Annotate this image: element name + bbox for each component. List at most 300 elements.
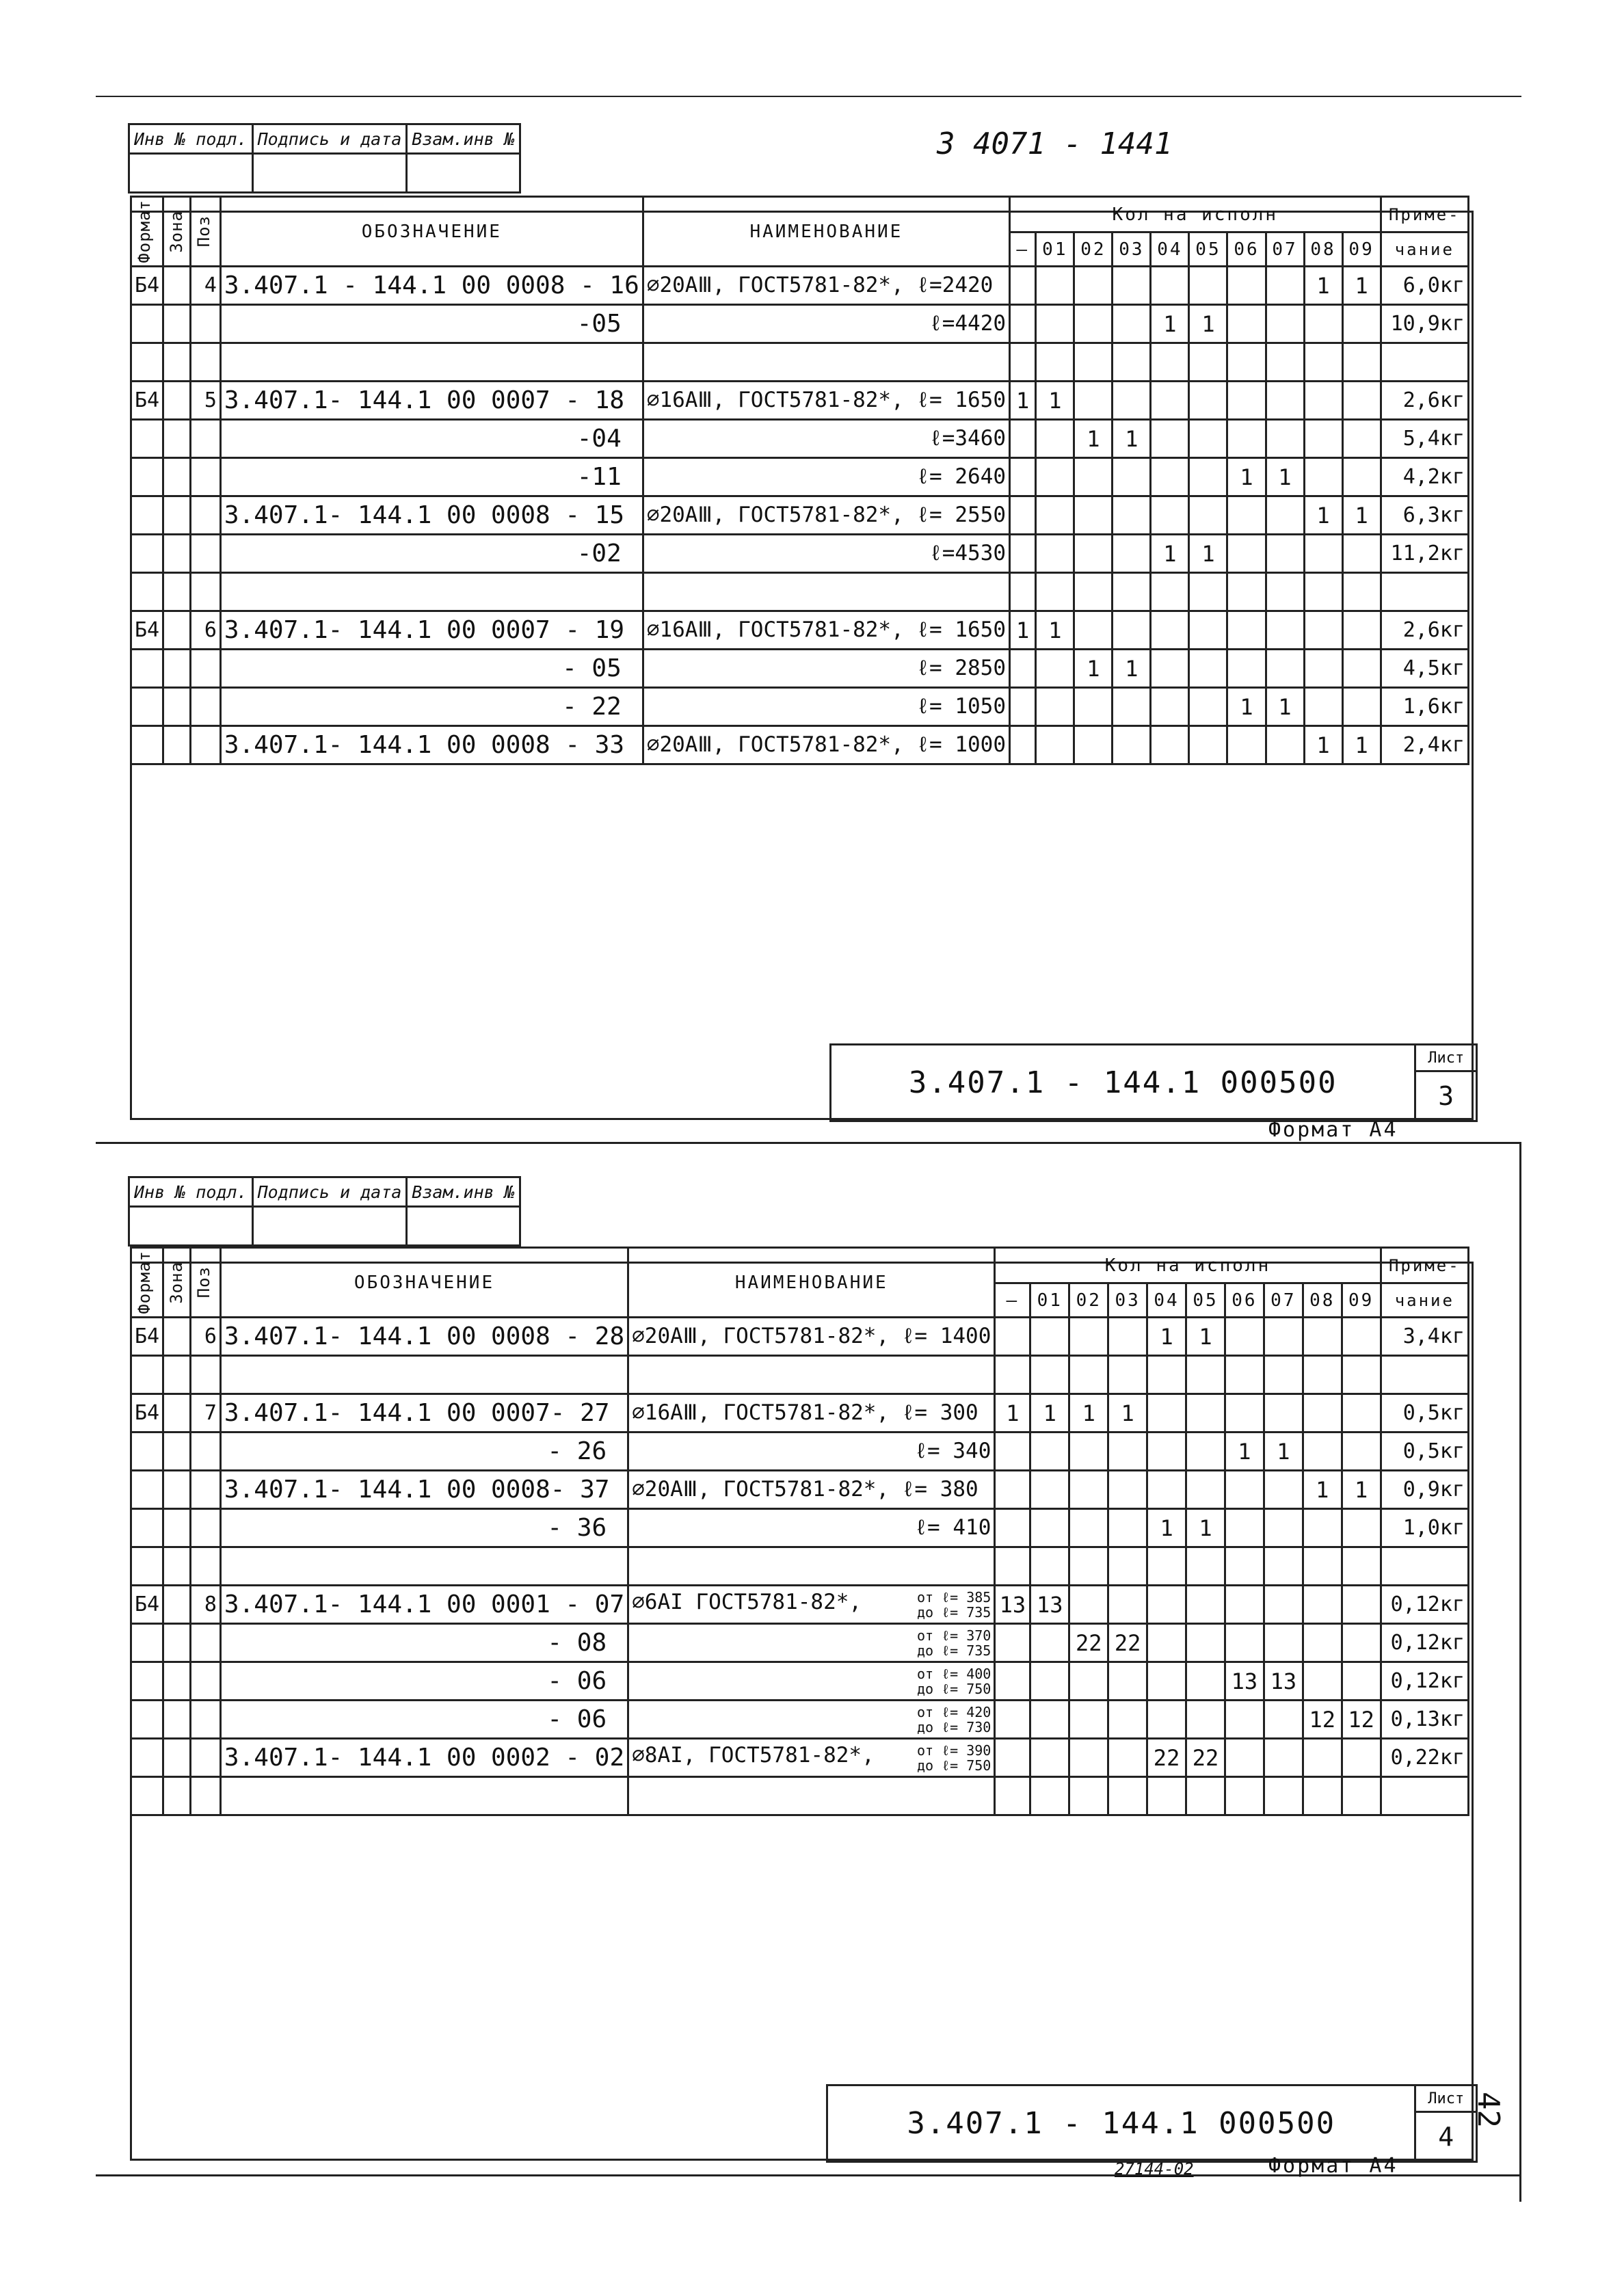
- cell-qty: [1186, 1394, 1225, 1432]
- cell-qty: [1151, 382, 1189, 420]
- cell-name: [628, 1777, 995, 1815]
- cell-name: [643, 267, 1009, 305]
- col-variant: 01: [1030, 1283, 1069, 1318]
- cell-name: [643, 496, 1009, 535]
- col-variant: 07: [1264, 1283, 1303, 1318]
- cell-pos: [191, 1471, 221, 1509]
- cell-pos: [191, 1547, 221, 1586]
- name-text: ℓ= 340: [914, 1438, 991, 1463]
- cell-qty: [1304, 611, 1342, 650]
- cell-zone: [163, 1739, 191, 1777]
- table-row: [131, 1356, 1469, 1394]
- name-text: ℓ= 410: [914, 1515, 991, 1540]
- name-text: ℓ= 2640: [916, 464, 1007, 489]
- cell-note: [1381, 1777, 1468, 1815]
- name-text: ℓ=4530: [929, 540, 1007, 565]
- length-range: [917, 1590, 991, 1620]
- podpis-label: Подпись и дата: [252, 124, 407, 154]
- cell-qty: [1266, 382, 1304, 420]
- cell-format: [131, 1662, 163, 1701]
- cell-designation: - 06: [220, 1701, 628, 1739]
- cell-zone: [163, 573, 191, 611]
- cell-qty: [1151, 267, 1189, 305]
- col-variant: 04: [1151, 232, 1189, 267]
- col-name: НАИМЕНОВАНИЕ: [643, 197, 1009, 267]
- cell-qty: [1010, 343, 1036, 382]
- title-block: [826, 2084, 1478, 2163]
- cell-qty: [1147, 1777, 1186, 1815]
- cell-qty: 1: [1304, 267, 1342, 305]
- cell-format: [131, 1701, 163, 1739]
- cell-note: 2,4кг: [1381, 726, 1468, 764]
- vzam-label: Взам.инв №: [407, 124, 520, 154]
- cell-qty: [1342, 688, 1381, 726]
- range-from: от ℓ= 400: [917, 1665, 991, 1682]
- cell-qty: [1342, 382, 1381, 420]
- name-text: ℓ=3460: [929, 425, 1007, 451]
- cell-qty: [1342, 535, 1381, 573]
- cell-qty: 1: [1069, 1394, 1108, 1432]
- cell-designation: - 05: [220, 650, 643, 688]
- col-variant: —: [995, 1283, 1030, 1318]
- cell-qty: [1069, 1432, 1108, 1471]
- cell-zone: [163, 420, 191, 458]
- cell-qty: 1: [1264, 1432, 1303, 1471]
- cell-qty: 1: [1342, 267, 1381, 305]
- col-format: [131, 1248, 163, 1318]
- cell-qty: [1147, 1586, 1186, 1624]
- cell-format: [131, 458, 163, 496]
- table-row: [131, 1547, 1469, 1586]
- cell-pos: [191, 1509, 221, 1547]
- cell-qty: [1147, 1356, 1186, 1394]
- cell-zone: [163, 382, 191, 420]
- cell-qty: [1225, 1624, 1264, 1662]
- cell-designation: 3.407.1- 144.1 00 0008- 37: [220, 1471, 628, 1509]
- cell-note: 4,5кг: [1381, 650, 1468, 688]
- cell-note: 0,5кг: [1381, 1394, 1468, 1432]
- cell-qty: 1: [1303, 1471, 1342, 1509]
- cell-qty: [1108, 1662, 1147, 1701]
- cell-qty: [1342, 343, 1381, 382]
- sheet-label: Лист: [1415, 2085, 1477, 2112]
- cell-note: 3,4кг: [1381, 1318, 1468, 1356]
- cell-qty: 1: [1010, 611, 1036, 650]
- col-variant: 02: [1069, 1283, 1108, 1318]
- cell-qty: [1010, 726, 1036, 764]
- cell-qty: [1303, 1586, 1342, 1624]
- cell-format: Б4: [131, 1318, 163, 1356]
- cell-format: [131, 1739, 163, 1777]
- cell-qty: [1304, 458, 1342, 496]
- sheet-4: [130, 1251, 1474, 2161]
- col-variant: 02: [1074, 232, 1113, 267]
- table-row: [131, 1318, 1469, 1356]
- name-text: ⌀16АⅢ, ГОСТ5781-82*, ℓ= 1650: [646, 387, 1007, 412]
- cell-qty: [1151, 650, 1189, 688]
- cell-pos: [191, 688, 221, 726]
- cell-qty: [1147, 1394, 1186, 1432]
- col-note-2: чание: [1381, 1283, 1468, 1318]
- cell-qty: [1108, 1586, 1147, 1624]
- cell-qty: [1036, 305, 1074, 343]
- cell-qty: 22: [1186, 1739, 1225, 1777]
- cell-qty: [1342, 1662, 1381, 1701]
- cell-qty: [1304, 650, 1342, 688]
- cell-qty: 1: [1074, 420, 1113, 458]
- col-note-1: Приме-: [1381, 1248, 1468, 1283]
- cell-format: [131, 1509, 163, 1547]
- col-designation: ОБОЗНАЧЕНИЕ: [220, 197, 643, 267]
- cell-name: [628, 1547, 995, 1586]
- cell-note: 2,6кг: [1381, 382, 1468, 420]
- cell-designation: 3.407.1- 144.1 00 0007- 27: [220, 1394, 628, 1432]
- col-name: НАИМЕНОВАНИЕ: [628, 1248, 995, 1318]
- cell-qty: [1113, 688, 1151, 726]
- cell-qty: 1: [1304, 496, 1342, 535]
- cell-note: 0,22кг: [1381, 1739, 1468, 1777]
- cell-qty: [1227, 573, 1266, 611]
- cell-format: [131, 1777, 163, 1815]
- cell-qty: [1010, 305, 1036, 343]
- cell-qty: [1225, 1509, 1264, 1547]
- cell-qty: [1069, 1356, 1108, 1394]
- cell-name: [628, 1509, 995, 1547]
- cell-name: [628, 1586, 995, 1624]
- cell-qty: [1266, 650, 1304, 688]
- col-variant: 06: [1227, 232, 1266, 267]
- cell-qty: [1147, 1624, 1186, 1662]
- cell-qty: [1342, 1739, 1381, 1777]
- cell-qty: [1264, 1318, 1303, 1356]
- cell-qty: [1074, 382, 1113, 420]
- cell-qty: [1342, 1394, 1381, 1432]
- cell-pos: [191, 726, 221, 764]
- cell-qty: 1: [1266, 458, 1304, 496]
- table-row: [131, 420, 1469, 458]
- cell-name: [643, 573, 1009, 611]
- table-row: [131, 1394, 1469, 1432]
- side-page-number: 42: [1470, 2092, 1506, 2128]
- cell-note: 11,2кг: [1381, 535, 1468, 573]
- cell-format: Б4: [131, 611, 163, 650]
- cell-name: [628, 1432, 995, 1471]
- cell-qty: 22: [1069, 1624, 1108, 1662]
- cell-format: Б4: [131, 382, 163, 420]
- cell-qty: [1225, 1394, 1264, 1432]
- cell-qty: [1342, 1318, 1381, 1356]
- cell-qty: [1069, 1586, 1108, 1624]
- col-variant: 08: [1303, 1283, 1342, 1318]
- cell-qty: [1342, 1432, 1381, 1471]
- cell-name: [628, 1701, 995, 1739]
- cell-qty: 1: [1147, 1509, 1186, 1547]
- cell-designation: 3.407.1- 144.1 00 0001 - 07: [220, 1586, 628, 1624]
- name-text: ⌀20АⅢ, ГОСТ5781-82*, ℓ= 2550: [646, 502, 1007, 527]
- length-range: [917, 1666, 991, 1696]
- cell-qty: [1266, 611, 1304, 650]
- cell-name: [628, 1471, 995, 1509]
- cell-zone: [163, 688, 191, 726]
- cell-name: [643, 688, 1009, 726]
- cell-zone: [163, 1356, 191, 1394]
- cell-zone: [163, 1624, 191, 1662]
- cell-note: 5,4кг: [1381, 420, 1468, 458]
- cell-qty: [1074, 573, 1113, 611]
- cell-designation: [220, 1777, 628, 1815]
- cell-qty: [1225, 1471, 1264, 1509]
- cell-designation: -02: [220, 535, 643, 573]
- table-row: [131, 611, 1469, 650]
- cell-qty: [1303, 1739, 1342, 1777]
- cell-format: [131, 343, 163, 382]
- cell-qty: [1036, 496, 1074, 535]
- table-row: [131, 573, 1469, 611]
- podpis-label: Подпись и дата: [252, 1177, 407, 1207]
- cell-note: 0,9кг: [1381, 1471, 1468, 1509]
- cell-zone: [163, 1318, 191, 1356]
- cell-qty: [1303, 1777, 1342, 1815]
- cell-qty: [1069, 1701, 1108, 1739]
- name-text: ⌀20АⅢ, ГОСТ5781-82*, ℓ= 380: [632, 1476, 979, 1502]
- cell-designation: - 08: [220, 1624, 628, 1662]
- format-label: Формат А4: [1268, 1118, 1398, 1142]
- cell-pos: [191, 1701, 221, 1739]
- cell-designation: -05: [220, 305, 643, 343]
- cell-qty: [1227, 305, 1266, 343]
- cell-qty: 1: [1036, 611, 1074, 650]
- cell-qty: [1186, 1777, 1225, 1815]
- cell-zone: [163, 1586, 191, 1624]
- cell-designation: [220, 573, 643, 611]
- cell-qty: 1: [1113, 420, 1151, 458]
- cell-zone: [163, 726, 191, 764]
- cell-qty: [1074, 305, 1113, 343]
- table-row: [131, 1739, 1469, 1777]
- cell-qty: [1266, 496, 1304, 535]
- cell-note: 1,0кг: [1381, 1509, 1468, 1547]
- cell-qty: [1074, 726, 1113, 764]
- cell-designation: 3.407.1- 144.1 00 0002 - 02: [220, 1739, 628, 1777]
- cell-qty: [1113, 726, 1151, 764]
- col-zone: [163, 1248, 191, 1318]
- cell-qty: [1030, 1777, 1069, 1815]
- cell-designation: -11: [220, 458, 643, 496]
- spec-table: [130, 196, 1469, 765]
- cell-qty: [1189, 267, 1227, 305]
- cell-qty: [995, 1356, 1030, 1394]
- cell-qty: [1113, 267, 1151, 305]
- cell-qty: [1186, 1471, 1225, 1509]
- cell-qty: [1303, 1356, 1342, 1394]
- cell-qty: 1: [1113, 650, 1151, 688]
- cell-qty: 13: [995, 1586, 1030, 1624]
- cell-qty: [1036, 573, 1074, 611]
- table-row: [131, 496, 1469, 535]
- title-block: [829, 1043, 1478, 1122]
- cell-qty: [1189, 611, 1227, 650]
- cell-qty: [1108, 1318, 1147, 1356]
- inv-podl-label: Инв № подл.: [129, 1177, 253, 1207]
- cell-qty: [1186, 1356, 1225, 1394]
- cell-pos: [191, 496, 221, 535]
- name-text: ⌀8АI, ГОСТ5781-82*,: [632, 1742, 875, 1768]
- table-row: [131, 343, 1469, 382]
- cell-qty: [995, 1432, 1030, 1471]
- cell-qty: [1266, 305, 1304, 343]
- cell-qty: [1189, 573, 1227, 611]
- cell-note: 0,12кг: [1381, 1662, 1468, 1701]
- cell-qty: [1342, 1547, 1381, 1586]
- name-text: ⌀20АⅢ, ГОСТ5781-82*, ℓ= 1000: [646, 732, 1007, 757]
- cell-qty: 1: [1151, 305, 1189, 343]
- archive-number: 27144-02: [1115, 2159, 1194, 2178]
- cell-zone: [163, 1471, 191, 1509]
- cell-qty: 1: [1108, 1394, 1147, 1432]
- cell-zone: [163, 458, 191, 496]
- cell-qty: [1030, 1318, 1069, 1356]
- length-range: [917, 1705, 991, 1735]
- col-variant: 06: [1225, 1283, 1264, 1318]
- cell-name: [628, 1624, 995, 1662]
- cell-qty: [1264, 1701, 1303, 1739]
- table-row: [131, 535, 1469, 573]
- col-variant: 03: [1108, 1283, 1147, 1318]
- cell-qty: 1: [1186, 1509, 1225, 1547]
- cell-qty: [1151, 573, 1189, 611]
- cell-qty: [1151, 726, 1189, 764]
- format-label: Формат А4: [1268, 2154, 1398, 2178]
- cell-designation: 3.407.1- 144.1 00 0008 - 28: [220, 1318, 628, 1356]
- name-text: ⌀20АⅢ, ГОСТ5781-82*, ℓ=2420: [646, 272, 994, 297]
- table-row: [131, 1701, 1469, 1739]
- cell-format: [131, 1471, 163, 1509]
- cell-qty: [1147, 1432, 1186, 1471]
- cell-qty: 13: [1264, 1662, 1303, 1701]
- cell-qty: [995, 1471, 1030, 1509]
- col-note-1: Приме-: [1381, 197, 1468, 232]
- cell-designation: 3.407.1 - 144.1 00 0008 - 16: [220, 267, 643, 305]
- col-variant: 01: [1036, 232, 1074, 267]
- cell-qty: [1036, 688, 1074, 726]
- cell-qty: [1303, 1547, 1342, 1586]
- table-row: [131, 726, 1469, 764]
- cell-qty: [1010, 573, 1036, 611]
- cell-qty: [1266, 267, 1304, 305]
- cell-qty: [1342, 1624, 1381, 1662]
- cell-note: 0,12кг: [1381, 1586, 1468, 1624]
- cell-designation: 3.407.1- 144.1 00 0007 - 19: [220, 611, 643, 650]
- cell-designation: - 22: [220, 688, 643, 726]
- cell-qty: 1: [1342, 726, 1381, 764]
- cell-qty: [1342, 1777, 1381, 1815]
- name-text: ⌀16АⅢ, ГОСТ5781-82*, ℓ= 300: [632, 1400, 979, 1425]
- cell-qty: 1: [995, 1394, 1030, 1432]
- cell-qty: [1036, 458, 1074, 496]
- cell-qty: [1189, 726, 1227, 764]
- length-range: [917, 1743, 991, 1773]
- cell-pos: 6: [191, 1318, 221, 1356]
- col-zone-label: Зона: [167, 1261, 187, 1304]
- cell-qty: [1030, 1471, 1069, 1509]
- cell-qty: [1304, 573, 1342, 611]
- col-qty-title: Кол на исполн: [1010, 197, 1381, 232]
- cell-qty: [1342, 573, 1381, 611]
- cell-qty: [1074, 496, 1113, 535]
- cell-qty: [1264, 1471, 1303, 1509]
- cell-pos: 4: [191, 267, 221, 305]
- cell-qty: [1266, 420, 1304, 458]
- cell-qty: [1303, 1394, 1342, 1432]
- cell-zone: [163, 611, 191, 650]
- cell-format: [131, 1547, 163, 1586]
- cell-note: [1381, 1547, 1468, 1586]
- cell-pos: 5: [191, 382, 221, 420]
- cell-qty: [1113, 343, 1151, 382]
- cell-note: 1,6кг: [1381, 688, 1468, 726]
- cell-qty: [1069, 1509, 1108, 1547]
- cell-qty: [1036, 267, 1074, 305]
- cell-designation: -04: [220, 420, 643, 458]
- cell-qty: [995, 1547, 1030, 1586]
- cell-qty: [1030, 1739, 1069, 1777]
- cell-pos: [191, 1662, 221, 1701]
- cell-zone: [163, 535, 191, 573]
- cell-qty: [1151, 611, 1189, 650]
- cell-qty: 1: [1225, 1432, 1264, 1471]
- cell-qty: [995, 1701, 1030, 1739]
- cell-qty: [1225, 1739, 1264, 1777]
- cell-qty: [1074, 688, 1113, 726]
- range-from: от ℓ= 390: [917, 1742, 991, 1759]
- cell-qty: [995, 1509, 1030, 1547]
- range-to: до ℓ= 750: [917, 1680, 991, 1697]
- cell-qty: [1010, 650, 1036, 688]
- name-text: ℓ= 1050: [916, 693, 1007, 719]
- cell-qty: 1: [1151, 535, 1189, 573]
- table-row: [131, 1586, 1469, 1624]
- cell-designation: - 26: [220, 1432, 628, 1471]
- name-text: ⌀20АⅢ, ГОСТ5781-82*, ℓ= 1400: [632, 1323, 991, 1348]
- cell-format: [131, 496, 163, 535]
- cell-qty: 1: [1304, 726, 1342, 764]
- cell-designation: 3.407.1- 144.1 00 0008 - 15: [220, 496, 643, 535]
- col-variant: 08: [1304, 232, 1342, 267]
- cell-pos: 8: [191, 1586, 221, 1624]
- cell-note: 0,12кг: [1381, 1624, 1468, 1662]
- col-variant: 09: [1342, 232, 1381, 267]
- cell-qty: [1069, 1739, 1108, 1777]
- cell-qty: [1303, 1432, 1342, 1471]
- cell-format: Б4: [131, 1586, 163, 1624]
- cell-designation: [220, 1547, 628, 1586]
- cell-qty: [1189, 420, 1227, 458]
- cell-format: [131, 688, 163, 726]
- cell-qty: [1264, 1394, 1303, 1432]
- cell-qty: [1069, 1662, 1108, 1701]
- cell-pos: [191, 1739, 221, 1777]
- cell-qty: [1227, 726, 1266, 764]
- cell-qty: [1113, 382, 1151, 420]
- cell-qty: [1036, 420, 1074, 458]
- cell-qty: [1225, 1547, 1264, 1586]
- range-from: от ℓ= 420: [917, 1703, 991, 1720]
- cell-pos: [191, 343, 221, 382]
- cell-qty: [1010, 535, 1036, 573]
- cell-qty: [1151, 458, 1189, 496]
- cell-note: [1381, 343, 1468, 382]
- name-text: ⌀6АI ГОСТ5781-82*,: [632, 1589, 862, 1614]
